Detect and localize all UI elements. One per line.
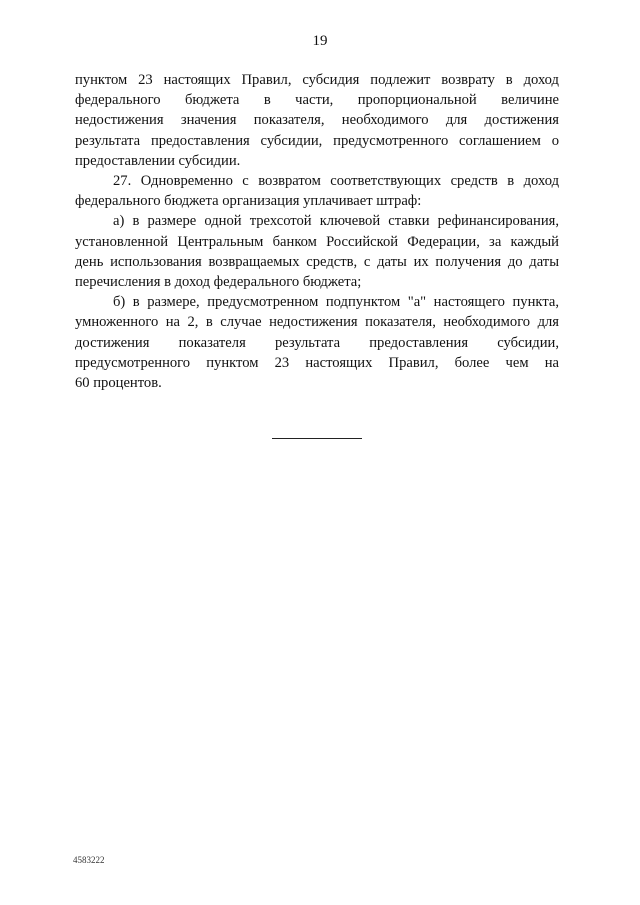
paragraph-subitem-a (75, 211, 559, 292)
text-line: а) в размере одной трехсотой ключевой ставки рефинансирования, (113, 213, 559, 230)
end-divider (272, 438, 362, 439)
paragraph-item-27 (75, 171, 559, 211)
text-line: достижения показателя результата предоставления субсидии, (75, 334, 559, 351)
text-line: 60 процентов. (75, 375, 162, 392)
text-line: предусмотренного пунктом 23 настоящих Правил, более чем на (75, 354, 559, 371)
paragraph-continuation (75, 70, 559, 171)
page-number: 19 (312, 33, 328, 49)
text-line: день использования возвращаемых средств, с даты их получения до даты (75, 253, 559, 270)
text-line: б) в размере, предусмотренном подпунктом "а" настоящего пункта, (113, 294, 559, 311)
text-line: установленной Центральным банком Российской Федерации, за каждый (75, 233, 559, 250)
text-line: умноженного на 2, в случае недостижения показателя, необходимого для (75, 314, 559, 331)
text-line: федерального бюджета в части, пропорциональной величине (75, 92, 559, 109)
text-line: 27. Одновременно с возвратом соответствующих средств в доход (113, 173, 559, 190)
text-line: федерального бюджета организация уплачивает штраф: (75, 193, 422, 210)
text-line: предоставлении субсидии. (75, 152, 241, 169)
text-line: результата предоставления субсидии, предусмотренного соглашением о (75, 132, 559, 149)
paragraph-subitem-b (75, 292, 559, 393)
document-body (75, 70, 559, 393)
text-line: недостижения значения показателя, необходимого для достижения (75, 112, 559, 129)
document-id: 4583222 (73, 855, 105, 865)
text-line: перечисления в доход федерального бюджета; (75, 274, 362, 291)
text-line: пунктом 23 настоящих Правил, субсидия подлежит возврату в доход (75, 72, 559, 88)
